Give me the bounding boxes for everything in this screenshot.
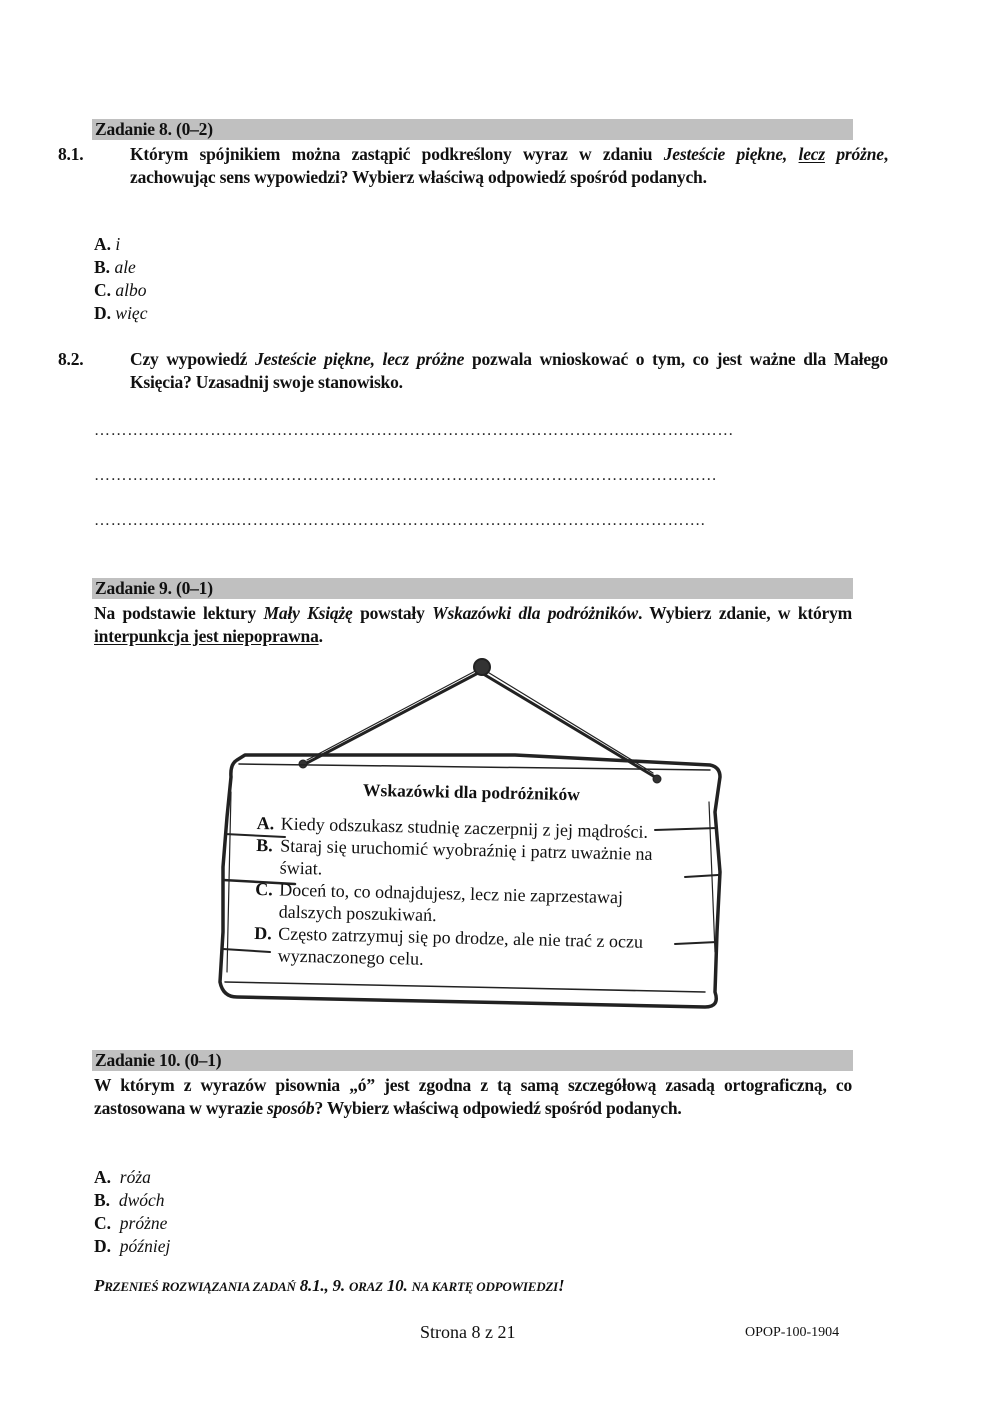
option-d[interactable]: D. więc (94, 303, 148, 323)
option-c[interactable]: C. albo (94, 280, 147, 300)
exam-code: OPOP-100-1904 (745, 1325, 840, 1340)
page-number: Strona 8 z 21 (420, 1322, 516, 1342)
task8-header: Zadanie 8. (0–2) (92, 119, 853, 140)
question-10: W którym z wyrazów pisownia „ó” jest zgodna z tą samą szczegółową zasadą ortograficzną, co zastosowana w wyrazie sposób? Wybierz właściwą odpowiedź spośród podanych. (94, 1075, 852, 1118)
answer-line-1[interactable]: ……………………………………………………………………………………..……………… (94, 422, 734, 439)
sign-option-d[interactable]: D. Często zatrzymuj się po drodze, ale nie trać z oczu wyznaczonego celu. (254, 922, 644, 969)
question-9: Na podstawie lektury Mały Książę powstały Wskazówki dla podróżników. Wybierz zdanie, w którym interpunkcja jest niepoprawna. (94, 603, 853, 646)
question-number: 8.2. (58, 349, 84, 369)
task9-header: Zadanie 9. (0–1) (92, 578, 853, 599)
question-8-1: 8.1. Którym spójnikiem można zastąpić podkreślony wyraz w zdaniu Jesteście piękne, lecz próżne, zachowując sens wypowiedzi? Wybierz właściwą odpowiedź spośród podanych. (58, 144, 888, 187)
answer-line-3[interactable]: ……………………..…………………………………………………………………………. (94, 512, 706, 529)
option-b[interactable]: B. dwóch (94, 1190, 165, 1210)
sign-option-b[interactable]: B. Staraj się uruchomić wyobraźnię i patrz uważnie na świat. (256, 834, 653, 879)
option-a[interactable]: A. i (94, 234, 121, 254)
transfer-instruction: PRZENIEŚ ROZWIĄZANIA ZADAŃ 8.1., 9. ORAZ 10. NA KARTĘ ODPOWIEDZI! (94, 1276, 565, 1295)
answer-line-2[interactable]: ……………………..…………………………………………………………………………… (94, 467, 718, 484)
question-8-2: 8.2. Czy wypowiedź Jesteście piękne, lecz próżne pozwala wnioskować o tym, co jest ważne dla Małego Księcia? Uzasadnij swoje stanowisko. (58, 349, 888, 392)
option-a[interactable]: A. róża (94, 1167, 151, 1187)
option-b[interactable]: B. ale (94, 257, 136, 277)
underlined-word: lecz (798, 144, 825, 164)
underlined-phrase: interpunkcja jest niepoprawna (94, 626, 319, 646)
hanging-sign-illustration (215, 652, 735, 1017)
option-c[interactable]: C. próżne (94, 1213, 168, 1233)
sign-option-a[interactable]: A. Kiedy odszukasz studnię zaczerpnij z jej mądrości. (256, 812, 649, 842)
question-number: 8.1. (58, 144, 84, 164)
sign-title: Wskazówki dla podróżników (362, 779, 581, 805)
sign-list (254, 812, 727, 977)
sign-option-c[interactable]: C. Doceń to, co odnajdujesz, lecz nie zaprzestawaj dalszych poszukiwań. (255, 878, 624, 926)
task10-header: Zadanie 10. (0–1) (92, 1050, 853, 1071)
option-d[interactable]: D. później (94, 1236, 171, 1256)
